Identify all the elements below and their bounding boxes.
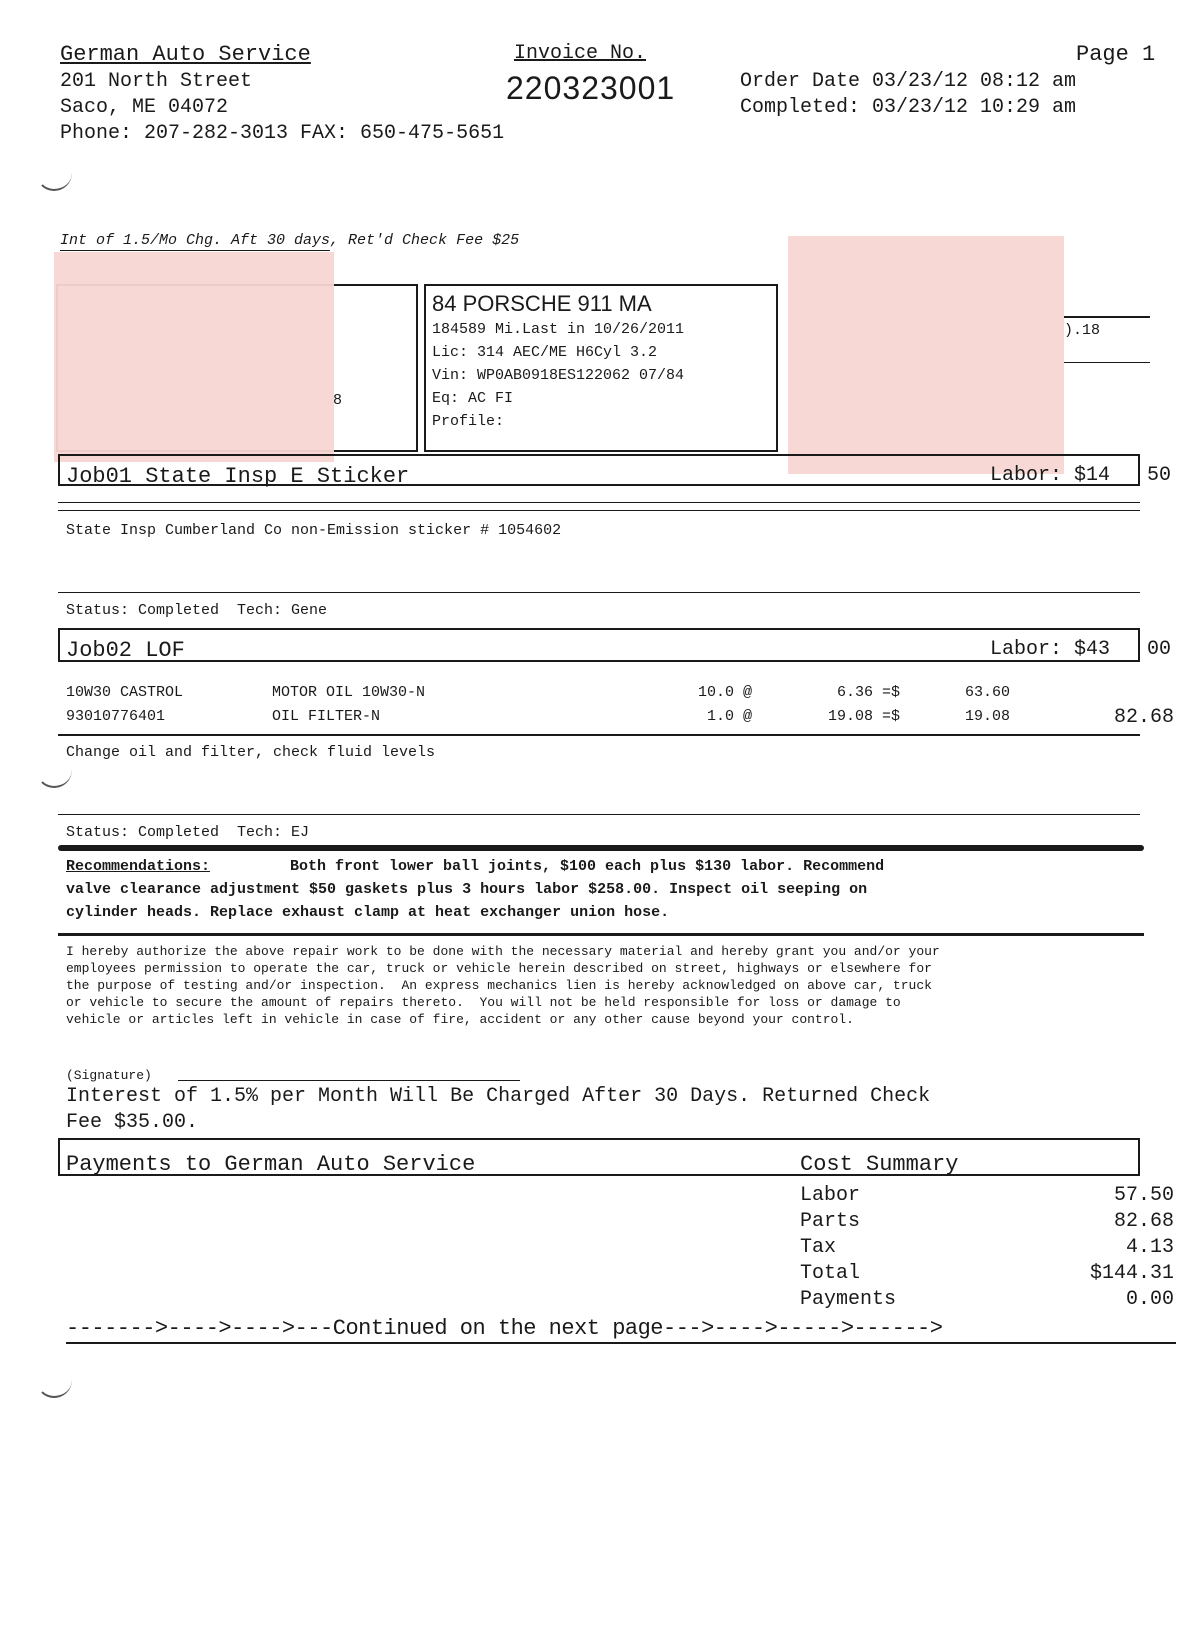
quote-fragment: ).18 xyxy=(1064,322,1101,339)
authorization-line-3: the purpose of testing and/or inspection. An express mechanics lien is hereby acknowledged on above car, truck xyxy=(66,978,932,993)
part-row-2-qty: 1.0 @ xyxy=(706,708,752,725)
customer-redaction xyxy=(54,252,334,462)
authorization-line-2: employees permission to operate the car, truck or vehicle herein described on street, highways or elsewhere for xyxy=(66,961,932,976)
shop-name: German Auto Service xyxy=(60,42,311,67)
job01-rule-a xyxy=(58,502,1140,503)
job01-status: Status: Completed Tech: Gene xyxy=(66,602,328,619)
job01-rule-b xyxy=(58,510,1140,511)
shop-street: 201 North Street xyxy=(60,70,253,93)
cost-label-labor: Labor xyxy=(800,1184,861,1207)
quote-line-bottom xyxy=(1064,362,1150,363)
part-row-1-total: 63.60 xyxy=(964,684,1010,701)
cost-label-payments: Payments xyxy=(800,1288,897,1311)
authorization-line-5: vehicle or articles left in vehicle in case of fire, accident or any other cause beyond your control. xyxy=(66,1012,854,1027)
quote-redaction xyxy=(788,236,1064,474)
job01-description: State Insp Cumberland Co non-Emission sticker # 1054602 xyxy=(66,522,562,539)
continued-underline xyxy=(66,1342,1176,1344)
job02-header-box xyxy=(58,628,1140,662)
shop-phone: Phone: 207-282-3013 FAX: 650-475-5651 xyxy=(60,122,505,145)
cost-label-tax: Tax xyxy=(800,1236,837,1259)
vehicle-profile: Profile: xyxy=(432,413,505,430)
vehicle-vin: Vin: WP0AB0918ES122062 07/84 xyxy=(432,367,685,384)
part-row-1-code: 10W30 CASTROL xyxy=(66,684,184,701)
interest-notice-line-2: Fee $35.00. xyxy=(66,1111,199,1134)
job02-description: Change oil and filter, check fluid levels xyxy=(66,744,436,761)
invoice-number: 220323001 xyxy=(506,70,676,106)
cost-value-parts: 82.68 xyxy=(1113,1210,1174,1233)
authorization-line-1: I hereby authorize the above repair work to be done with the necessary material and hereby grant you and/or your xyxy=(66,944,940,959)
job02-labor: Labor: $43 xyxy=(990,638,1111,661)
recommendations-label: Recommendations: xyxy=(66,858,211,875)
cost-value-payments: 0.00 xyxy=(1125,1288,1174,1311)
job02-rule xyxy=(58,734,1140,736)
vehicle-license: Lic: 314 AEC/ME H6Cyl 3.2 xyxy=(432,344,658,361)
shop-city: Saco, ME 04072 xyxy=(60,96,229,119)
terms-underline xyxy=(60,250,330,251)
job01-status-rule xyxy=(58,592,1140,593)
recommendations-line-1: Both front lower ball joints, $100 each plus $130 labor. Recommend xyxy=(290,858,885,875)
part-row-2-code: 93010776401 xyxy=(66,708,166,725)
job02-parts-total: 82.68 xyxy=(1113,706,1174,729)
invoice-label: Invoice No. xyxy=(514,42,647,65)
authorization-line-4: or vehicle to secure the amount of repairs thereto. You will not be held responsible for loss or damage to xyxy=(66,995,901,1010)
part-row-2-desc: OIL FILTER-N xyxy=(272,708,381,725)
signature-label: (Signature) xyxy=(66,1068,152,1083)
job02-labor-cents: 00 xyxy=(1147,638,1172,661)
punch-hole-top xyxy=(36,155,72,191)
job02-status-rule xyxy=(58,814,1140,815)
cost-value-labor: 57.50 xyxy=(1113,1184,1174,1207)
vehicle-mileage: 184589 Mi.Last in 10/26/2011 xyxy=(432,321,685,338)
payments-header: Payments to German Auto Service xyxy=(66,1152,476,1177)
customer-fragment: 8 xyxy=(333,392,343,409)
job01-labor-cents: 50 xyxy=(1147,464,1172,487)
terms-short: Int of 1.5/Mo Chg. Aft 30 days, Ret'd Check Fee $25 xyxy=(60,232,520,249)
job01-title: Job01 State Insp E Sticker xyxy=(66,464,410,489)
signature-line[interactable] xyxy=(178,1080,520,1081)
part-row-2-total: 19.08 xyxy=(964,708,1010,725)
job02-status: Status: Completed Tech: EJ xyxy=(66,824,310,841)
cost-label-parts: Parts xyxy=(800,1210,861,1233)
interest-notice-line-1: Interest of 1.5% per Month Will Be Charged After 30 Days. Returned Check xyxy=(66,1085,931,1108)
punch-hole-bottom xyxy=(36,1362,72,1398)
order-date: Order Date 03/23/12 08:12 am xyxy=(740,70,1077,93)
part-row-1-price: 6.36 =$ xyxy=(836,684,900,701)
continued-notice: ------->---->---->---Continued on the next page--->---->----->------> xyxy=(66,1316,943,1341)
job02-title: Job02 LOF xyxy=(66,638,185,663)
job01-labor: Labor: $14 xyxy=(990,464,1111,487)
part-row-2-price: 19.08 =$ xyxy=(827,708,900,725)
vehicle-title: 84 PORSCHE 911 MA xyxy=(432,291,652,316)
cost-value-total: $144.31 xyxy=(1089,1262,1174,1285)
page-number: Page 1 xyxy=(1076,42,1156,67)
thick-separator xyxy=(58,845,1144,851)
recommendations-line-3: cylinder heads. Replace exhaust clamp at heat exchanger union hose. xyxy=(66,904,670,921)
cost-summary-header: Cost Summary xyxy=(800,1152,959,1177)
cost-label-total: Total xyxy=(800,1262,861,1285)
recommendations-line-2: valve clearance adjustment $50 gaskets plus 3 hours labor $258.00. Inspect oil seeping on xyxy=(66,881,868,898)
cost-value-tax: 4.13 xyxy=(1125,1236,1174,1259)
quote-line-top xyxy=(1064,316,1150,318)
vehicle-equipment: Eq: AC FI xyxy=(432,390,514,407)
part-row-1-desc: MOTOR OIL 10W30-N xyxy=(272,684,426,701)
completed-date: Completed: 03/23/12 10:29 am xyxy=(740,96,1077,119)
authorization-rule xyxy=(58,933,1144,936)
part-row-1-qty: 10.0 @ xyxy=(697,684,752,701)
